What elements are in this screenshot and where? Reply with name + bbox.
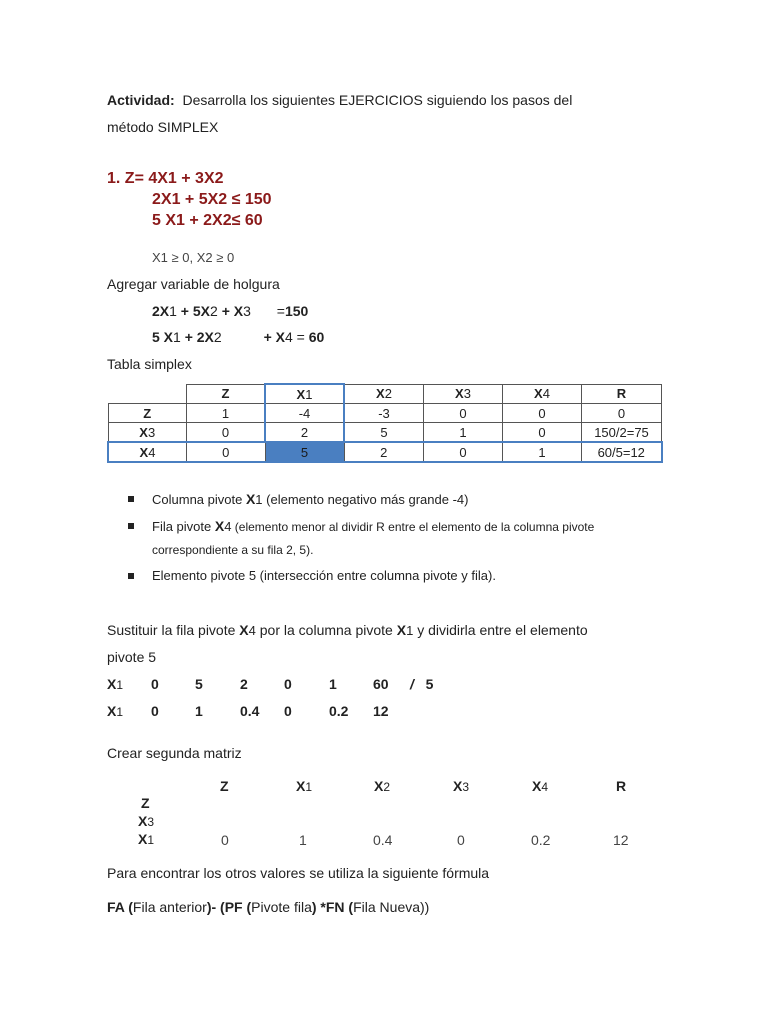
activity-label: Actividad: <box>107 92 175 108</box>
slack-equation-2: 5 X1 + 2X2 + X4 = 60 <box>152 329 325 345</box>
header-x4: X4 <box>503 384 582 404</box>
table-cell: 1 <box>503 442 582 462</box>
bullet-pivot-row-cont: correspondiente a su fila 2, 5). <box>152 543 314 557</box>
table-row-z <box>108 404 662 423</box>
table-cell: -3 <box>344 404 424 423</box>
constraint-1: 2X1 + 5X2 ≤ 150 <box>152 191 272 208</box>
nonnegativity: X1 ≥ 0, X2 ≥ 0 <box>152 250 235 265</box>
pivot-element-cell: 5 <box>265 442 344 462</box>
simplex-table-1 <box>107 383 663 463</box>
matrix2-row-label-z: Z <box>141 795 150 811</box>
activity-line-2: método SIMPLEX <box>107 119 219 135</box>
division-row-result-label: X1 <box>107 703 124 719</box>
bullet-pivot-column: Columna pivote X1 (elemento negativo más grande -4) <box>152 491 469 507</box>
bullet-marker <box>128 523 134 529</box>
row-label: Z <box>108 404 187 423</box>
header-x1: X1 <box>265 384 344 404</box>
slack-heading: Agregar variable de holgura <box>107 276 280 292</box>
activity-line-1 <box>107 92 572 108</box>
corner-cell <box>108 384 187 404</box>
matrix2-header-r: R <box>616 778 627 794</box>
bullet-pivot-element: Elemento pivote 5 (intersección entre columna pivote y fila). <box>152 568 496 583</box>
matrix2-cell: 0.4 <box>373 832 393 848</box>
matrix2-cell: 12 <box>613 832 629 848</box>
table-cell: 0 <box>503 404 582 423</box>
matrix2-header-x3: X3 <box>453 778 470 794</box>
objective-function: 1. Z= 4X1 + 3X2 <box>107 170 224 187</box>
matrix2-cell: 0 <box>457 832 465 848</box>
table-cell: 150/2=75 <box>582 423 662 443</box>
table-cell: 0 <box>582 404 662 423</box>
matrix2-header-x1: X1 <box>296 778 313 794</box>
matrix2-row-label-x1: X1 <box>138 831 155 847</box>
substitute-line-2: pivote 5 <box>107 649 157 665</box>
table-cell: 0 <box>424 442 503 462</box>
formula-intro: Para encontrar los otros valores se utiliza la siguiente fórmula <box>107 865 490 881</box>
table-cell: 0 <box>187 423 266 443</box>
division-operator: / 5 <box>410 676 434 692</box>
table-cell: -4 <box>265 404 344 423</box>
matrix2-cell: 0.2 <box>531 832 551 848</box>
division-row-result: 0 1 0.4 0 0.2 12 <box>151 703 389 719</box>
table-row-x4-pivot <box>108 442 662 462</box>
slack-equation-1: 2X1 + 5X2 + X3 =150 <box>152 303 309 319</box>
table-cell: 2 <box>344 442 424 462</box>
header-x2: X2 <box>344 384 424 404</box>
constraint-2: 5 X1 + 2X2≤ 60 <box>152 212 263 229</box>
header-x3: X3 <box>424 384 503 404</box>
row-label: X4 <box>108 442 187 462</box>
second-matrix-heading: Crear segunda matriz <box>107 745 242 761</box>
matrix2-cell: 1 <box>299 832 307 848</box>
bullet-pivot-row: Fila pivote X4 (elemento menor al dividir R entre el elemento de la columna pivote <box>152 518 595 534</box>
table-cell: 5 <box>344 423 424 443</box>
table-header-row <box>108 384 662 404</box>
matrix2-row-label-x3: X3 <box>138 813 155 829</box>
header-r: R <box>582 384 662 404</box>
table-heading: Tabla simplex <box>107 356 192 372</box>
bullet-marker <box>128 573 134 579</box>
table-cell: 0 <box>424 404 503 423</box>
matrix2-header-x2: X2 <box>374 778 391 794</box>
division-row-values: 0 5 2 0 1 60 <box>151 676 389 692</box>
matrix2-cell: 0 <box>221 832 229 848</box>
table-cell: 1 <box>424 423 503 443</box>
division-row-original: X1 <box>107 676 124 692</box>
table-cell: 60/5=12 <box>582 442 662 462</box>
bullet-marker <box>128 496 134 502</box>
matrix2-header-z: Z <box>220 778 229 794</box>
substitute-line-1: Sustituir la fila pivote X4 por la columna pivote X1 y dividirla entre el elemento <box>107 622 588 638</box>
table-cell: 1 <box>187 404 266 423</box>
matrix2-header-x4: X4 <box>532 778 549 794</box>
formula: FA (Fila anterior)- (PF (Pivote fila) *FN (Fila Nueva)) <box>107 899 430 915</box>
header-z: Z <box>187 384 266 404</box>
row-label: X3 <box>108 423 187 443</box>
table-row-x3 <box>108 423 662 443</box>
activity-text: Desarrolla los siguientes EJERCICIOS siguiendo los pasos del <box>182 92 573 108</box>
table-cell: 2 <box>265 423 344 443</box>
table-cell: 0 <box>503 423 582 443</box>
table-cell: 0 <box>187 442 266 462</box>
